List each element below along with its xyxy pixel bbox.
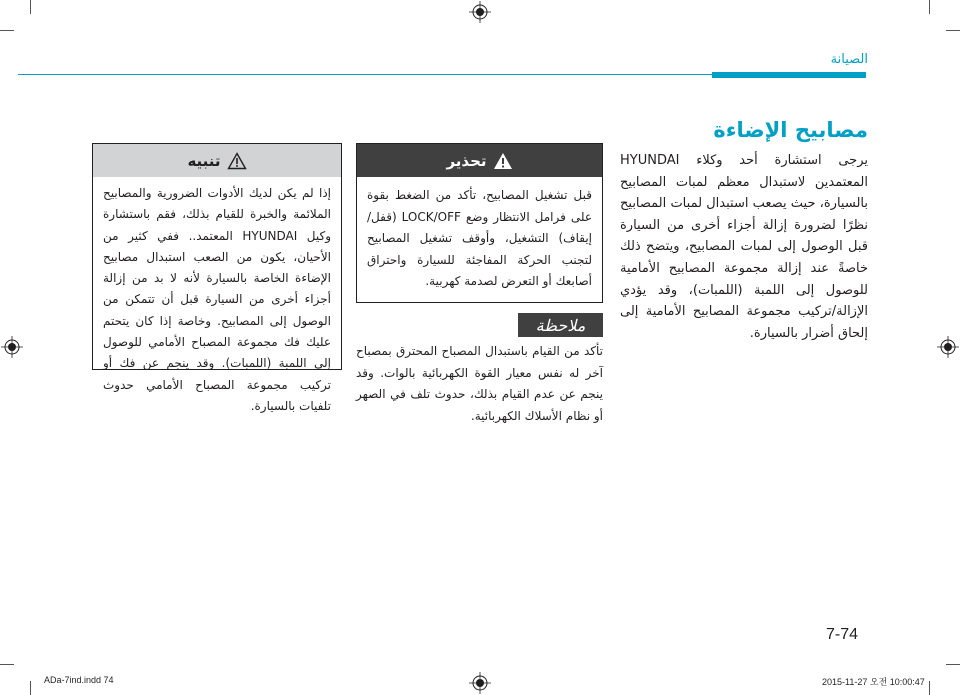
note-text: تأكد من القيام باستبدال المصباح المحترق بمصباح آخر له نفس معيار القوة الكهربائية بالوات. وقد ينجم عن عدم القيام بذلك، حدوث تلف في الصهر أو نظام الأسلاك الكهربائية. <box>356 344 603 423</box>
header-rule-accent <box>712 72 866 78</box>
crop-mark <box>0 30 14 31</box>
caution-triangle-icon <box>227 152 247 170</box>
crop-mark <box>929 0 930 14</box>
caution-title: تنبيه <box>187 151 221 170</box>
warning-triangle-icon <box>493 152 513 170</box>
registration-mark-icon <box>469 672 491 694</box>
crop-mark <box>946 30 960 31</box>
caution-box <box>92 143 342 413</box>
warning-text: قبل تشغيل المصابيح، تأكد من الضغط بقوة على فرامل الانتظار وضع LOCK/OFF (قفل/إيقاف) التشغيل، وأوقف تشغيل المصابيح لتجنب الحركة المفاجئة للسيارة واحتراق أصابعك أو التعرض لصدمة كهربية. <box>367 188 593 288</box>
page-number: 7-74 <box>826 626 859 643</box>
registration-mark-icon <box>1 336 23 358</box>
intro-paragraph: يرجى استشارة أحد وكلاء HYUNDAI المعتمدين لاستبدال معظم لمبات المصابيح بالسيارة، حيث يصعب استبدال لمبات المصابيح نظرًا لضرورة إزالة أجزاء أخرى من السيارة قبل الوصول إلى لمبات المصابيح، ويتضح ذلك خاصةً عند إزالة مجموعة المصابيح الأمامية للوصول إلى اللمبة (اللمبات)، وقد يؤدي الإزالة/تركيب مجموعة المصابيح الأمامية إلى إلحاق أضرار بالسيارة. <box>620 153 868 341</box>
warning-header <box>357 144 602 177</box>
note-label: ملاحظة <box>518 313 603 337</box>
caution-text: إذا لم يكن لديك الأدوات الضرورية والمصابيح الملائمة والخبرة للقيام بذلك، فقم باستشارة وكيل HYUNDAI المعتمد.. ففي كثير من الأحيان، يكون من الصعب استبدال مصابيح الإضاءة الخاصة بالسيارة لأنه لا بد من إزالة أجزاء أخرى من السيارة قبل أن تتمكن من الوصول إلى المصابيح. وخاصة إذا كان يتحتم عليك فك مجموعة المصباح الأمامي للوصول إلى اللمبة (اللمبات). وقد ينجم عن فك أو تركيب مجموعة المصباح الأمامي حدوث تلفيات بالسيارة. <box>103 186 331 413</box>
section-label: الصيانة <box>830 52 868 67</box>
crop-mark <box>929 681 930 695</box>
crop-mark <box>946 664 960 665</box>
file-slug: ADa-7ind.indd 74 <box>44 675 114 685</box>
registration-mark-icon <box>937 336 959 358</box>
crop-mark <box>30 681 31 695</box>
warning-box <box>356 143 603 303</box>
caution-header <box>93 144 341 177</box>
timestamp: 2015-11-27 오전 10:00:47 <box>822 677 925 687</box>
registration-mark-icon <box>469 1 491 23</box>
crop-mark <box>30 0 31 14</box>
warning-title: تحذير <box>446 151 487 170</box>
crop-mark <box>0 664 14 665</box>
page-title: مصابيح الإضاءة <box>713 118 868 142</box>
